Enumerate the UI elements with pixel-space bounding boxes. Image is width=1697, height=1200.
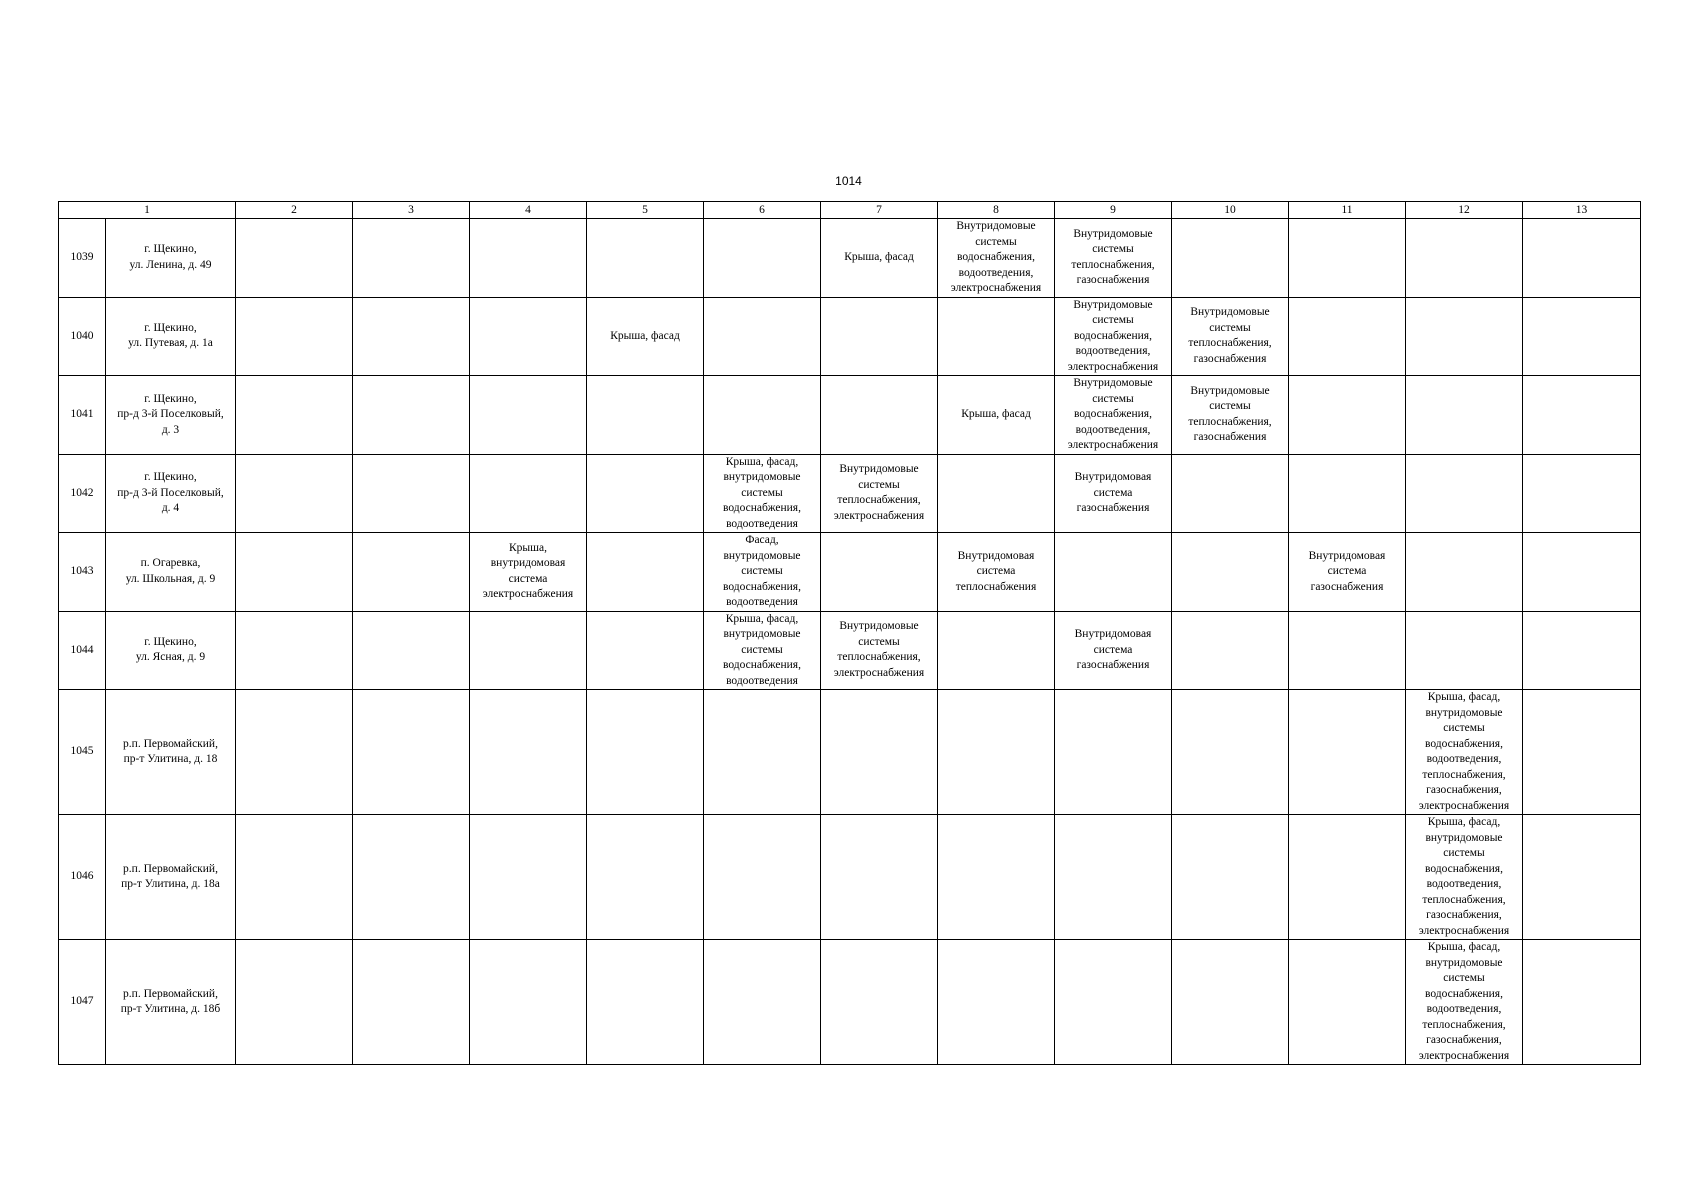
- work-type-cell: [236, 940, 353, 1065]
- work-type-cell: Крыша, фасад, внутридомовые системы водоснабжения, водоотведения: [704, 611, 821, 690]
- work-type-cell: [587, 219, 704, 298]
- work-type-cell: [1289, 611, 1406, 690]
- work-type-cell: [1406, 611, 1523, 690]
- repair-schedule-table: [58, 201, 1641, 1065]
- address-cell: п. Огаревка, ул. Школьная, д. 9: [106, 533, 236, 612]
- work-type-cell: [1406, 376, 1523, 455]
- work-type-cell: Внутридомовая система газоснабжения: [1055, 454, 1172, 533]
- work-type-cell: [821, 940, 938, 1065]
- table-row: [59, 376, 1641, 455]
- work-type-cell: Внутридомовые системы теплоснабжения, электроснабжения: [821, 611, 938, 690]
- table-row: [59, 611, 1641, 690]
- work-type-cell: [821, 815, 938, 940]
- work-type-cell: [938, 454, 1055, 533]
- address-cell: г. Щекино, ул. Путевая, д. 1а: [106, 297, 236, 376]
- work-type-cell: [236, 454, 353, 533]
- work-type-cell: [587, 454, 704, 533]
- work-type-cell: [1523, 690, 1641, 815]
- work-type-cell: [821, 690, 938, 815]
- column-header: 2: [236, 202, 353, 219]
- work-type-cell: [1289, 297, 1406, 376]
- work-type-cell: Внутридомовые системы теплоснабжения, газоснабжения: [1055, 219, 1172, 298]
- work-type-cell: [821, 376, 938, 455]
- table-body: [59, 202, 1641, 1065]
- work-type-cell: [587, 690, 704, 815]
- work-type-cell: [821, 533, 938, 612]
- work-type-cell: [1406, 454, 1523, 533]
- work-type-cell: [470, 376, 587, 455]
- row-number-cell: 1044: [59, 611, 106, 690]
- work-type-cell: Внутридомовые системы теплоснабжения, газоснабжения: [1172, 376, 1289, 455]
- address-cell: г. Щекино, ул. Ясная, д. 9: [106, 611, 236, 690]
- work-type-cell: [470, 815, 587, 940]
- work-type-cell: [1172, 611, 1289, 690]
- address-cell: р.п. Первомайский, пр-т Улитина, д. 18а: [106, 815, 236, 940]
- work-type-cell: [938, 297, 1055, 376]
- work-type-cell: [1289, 454, 1406, 533]
- column-number-header-row: [59, 202, 1641, 219]
- work-type-cell: [1523, 940, 1641, 1065]
- work-type-cell: [353, 611, 470, 690]
- work-type-cell: [704, 297, 821, 376]
- work-type-cell: [470, 611, 587, 690]
- work-type-cell: [1172, 690, 1289, 815]
- work-type-cell: Внутридомовая система газоснабжения: [1055, 611, 1172, 690]
- table-row: [59, 533, 1641, 612]
- work-type-cell: [236, 533, 353, 612]
- row-number-cell: 1043: [59, 533, 106, 612]
- work-type-cell: Внутридомовые системы теплоснабжения, газоснабжения: [1172, 297, 1289, 376]
- work-type-cell: Крыша, фасад, внутридомовые системы водоснабжения, водоотведения: [704, 454, 821, 533]
- column-header: 4: [470, 202, 587, 219]
- work-type-cell: [353, 219, 470, 298]
- table-row: [59, 690, 1641, 815]
- address-cell: г. Щекино, ул. Ленина, д. 49: [106, 219, 236, 298]
- column-header: 1: [59, 202, 236, 219]
- work-type-cell: [938, 690, 1055, 815]
- work-type-cell: [353, 815, 470, 940]
- work-type-cell: [1289, 376, 1406, 455]
- work-type-cell: [1055, 690, 1172, 815]
- work-type-cell: [821, 297, 938, 376]
- work-type-cell: [1289, 940, 1406, 1065]
- work-type-cell: Внутридомовая система газоснабжения: [1289, 533, 1406, 612]
- work-type-cell: [1523, 533, 1641, 612]
- column-header: 11: [1289, 202, 1406, 219]
- work-type-cell: [1523, 219, 1641, 298]
- work-type-cell: [470, 940, 587, 1065]
- column-header: 12: [1406, 202, 1523, 219]
- column-header: 13: [1523, 202, 1641, 219]
- work-type-cell: [704, 690, 821, 815]
- table-row: [59, 815, 1641, 940]
- column-header: 9: [1055, 202, 1172, 219]
- row-number-cell: 1041: [59, 376, 106, 455]
- work-type-cell: [587, 940, 704, 1065]
- work-type-cell: [236, 376, 353, 455]
- row-number-cell: 1040: [59, 297, 106, 376]
- table-row: [59, 297, 1641, 376]
- work-type-cell: [470, 454, 587, 533]
- work-type-cell: [938, 815, 1055, 940]
- work-type-cell: [353, 454, 470, 533]
- work-type-cell: [587, 815, 704, 940]
- work-type-cell: [353, 940, 470, 1065]
- work-type-cell: [1523, 297, 1641, 376]
- work-type-cell: [1172, 815, 1289, 940]
- work-type-cell: [353, 690, 470, 815]
- work-type-cell: [1172, 940, 1289, 1065]
- work-type-cell: Крыша, фасад, внутридомовые системы водоснабжения, водоотведения, теплоснабжения, газоснабжения, электроснабжения: [1406, 940, 1523, 1065]
- work-type-cell: [236, 219, 353, 298]
- table-row: [59, 219, 1641, 298]
- work-type-cell: [1055, 940, 1172, 1065]
- work-type-cell: [1055, 815, 1172, 940]
- work-type-cell: [236, 297, 353, 376]
- work-type-cell: Крыша, фасад, внутридомовые системы водоснабжения, водоотведения, теплоснабжения, газоснабжения, электроснабжения: [1406, 690, 1523, 815]
- work-type-cell: [938, 611, 1055, 690]
- work-type-cell: [1172, 219, 1289, 298]
- work-type-cell: [1523, 611, 1641, 690]
- work-type-cell: [1523, 815, 1641, 940]
- work-type-cell: [1289, 815, 1406, 940]
- row-number-cell: 1046: [59, 815, 106, 940]
- work-type-cell: [353, 533, 470, 612]
- work-type-cell: Внутридомовые системы водоснабжения, водоотведения, электроснабжения: [938, 219, 1055, 298]
- column-header: 6: [704, 202, 821, 219]
- work-type-cell: Крыша, фасад: [938, 376, 1055, 455]
- column-header: 8: [938, 202, 1055, 219]
- table-row: [59, 940, 1641, 1065]
- work-type-cell: [1055, 533, 1172, 612]
- work-type-cell: [236, 690, 353, 815]
- column-header: 3: [353, 202, 470, 219]
- work-type-cell: Крыша, фасад: [821, 219, 938, 298]
- work-type-cell: Фасад, внутридомовые системы водоснабжения, водоотведения: [704, 533, 821, 612]
- work-type-cell: [470, 297, 587, 376]
- address-cell: г. Щекино, пр-д 3-й Поселковый, д. 3: [106, 376, 236, 455]
- row-number-cell: 1045: [59, 690, 106, 815]
- work-type-cell: [236, 815, 353, 940]
- address-cell: р.п. Первомайский, пр-т Улитина, д. 18б: [106, 940, 236, 1065]
- work-type-cell: [1172, 533, 1289, 612]
- work-type-cell: [587, 376, 704, 455]
- work-type-cell: [704, 940, 821, 1065]
- work-type-cell: Внутридомовые системы водоснабжения, водоотведения, электроснабжения: [1055, 376, 1172, 455]
- work-type-cell: [587, 533, 704, 612]
- table-row: [59, 454, 1641, 533]
- work-type-cell: [704, 815, 821, 940]
- work-type-cell: Крыша, фасад: [587, 297, 704, 376]
- work-type-cell: [704, 376, 821, 455]
- work-type-cell: [353, 297, 470, 376]
- work-type-cell: [938, 940, 1055, 1065]
- work-type-cell: [1289, 690, 1406, 815]
- column-header: 5: [587, 202, 704, 219]
- work-type-cell: [1172, 454, 1289, 533]
- work-type-cell: Крыша, фасад, внутридомовые системы водоснабжения, водоотведения, теплоснабжения, газоснабжения, электроснабжения: [1406, 815, 1523, 940]
- work-type-cell: Внутридомовая система теплоснабжения: [938, 533, 1055, 612]
- work-type-cell: [1406, 533, 1523, 612]
- address-cell: г. Щекино, пр-д 3-й Поселковый, д. 4: [106, 454, 236, 533]
- work-type-cell: Крыша, внутридомовая система электроснабжения: [470, 533, 587, 612]
- work-type-cell: [1406, 297, 1523, 376]
- column-header: 7: [821, 202, 938, 219]
- work-type-cell: [1523, 376, 1641, 455]
- row-number-cell: 1039: [59, 219, 106, 298]
- work-type-cell: [1523, 454, 1641, 533]
- work-type-cell: [470, 690, 587, 815]
- work-type-cell: [1406, 219, 1523, 298]
- row-number-cell: 1047: [59, 940, 106, 1065]
- work-type-cell: [470, 219, 587, 298]
- work-type-cell: [587, 611, 704, 690]
- row-number-cell: 1042: [59, 454, 106, 533]
- column-header: 10: [1172, 202, 1289, 219]
- work-type-cell: Внутридомовые системы водоснабжения, водоотведения, электроснабжения: [1055, 297, 1172, 376]
- work-type-cell: [353, 376, 470, 455]
- work-type-cell: [236, 611, 353, 690]
- work-type-cell: [1289, 219, 1406, 298]
- work-type-cell: [704, 219, 821, 298]
- address-cell: р.п. Первомайский, пр-т Улитина, д. 18: [106, 690, 236, 815]
- page-number: 1014: [835, 174, 862, 188]
- work-type-cell: Внутридомовые системы теплоснабжения, электроснабжения: [821, 454, 938, 533]
